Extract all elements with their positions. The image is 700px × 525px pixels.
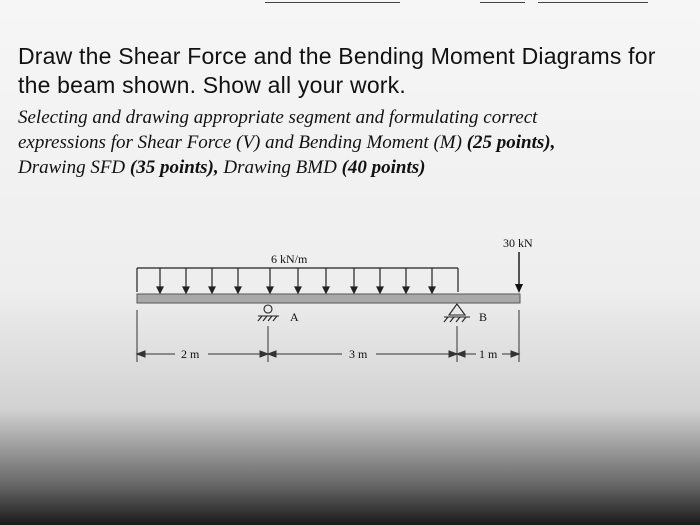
pin-icon — [264, 305, 272, 313]
points-sfd: (35 points), — [129, 157, 224, 178]
problem-line-5-sfd: Drawing SFD — [18, 157, 130, 178]
distributed-load — [137, 268, 458, 293]
distributed-load-label: 6 kN/m — [271, 252, 308, 266]
dimension-left-label: 2 m — [181, 347, 200, 361]
problem-line-2: the beam shown. Show all your work. — [18, 72, 406, 98]
beam — [137, 294, 520, 303]
points-sv-bm: (25 points), — [466, 132, 556, 153]
point-load-label: 30 kN — [503, 236, 533, 250]
support-b-roller — [444, 304, 470, 322]
problem-line-3: Selecting and drawing appropriate segment and formulating correct — [18, 107, 538, 128]
point-load-arrow — [515, 252, 523, 293]
triangle-support-icon — [449, 304, 465, 315]
distributed-load-arrows — [157, 268, 435, 293]
support-a-pin — [258, 305, 279, 321]
dimension-middle-label: 3 m — [349, 347, 368, 361]
problem-line-4-text: expressions for Shear Force (V) and Bending Moment (M) — [18, 132, 467, 153]
support-a-label: A — [290, 310, 299, 324]
points-bmd: (40 points) — [341, 157, 426, 178]
support-b-label: B — [479, 310, 488, 324]
dimension-right-label: 1 m — [479, 347, 498, 361]
problem-line-5-bmd: Drawing BMD — [223, 157, 342, 178]
problem-line-1: Draw the Shear Force and the Bending Moment Diagrams for — [18, 43, 656, 69]
